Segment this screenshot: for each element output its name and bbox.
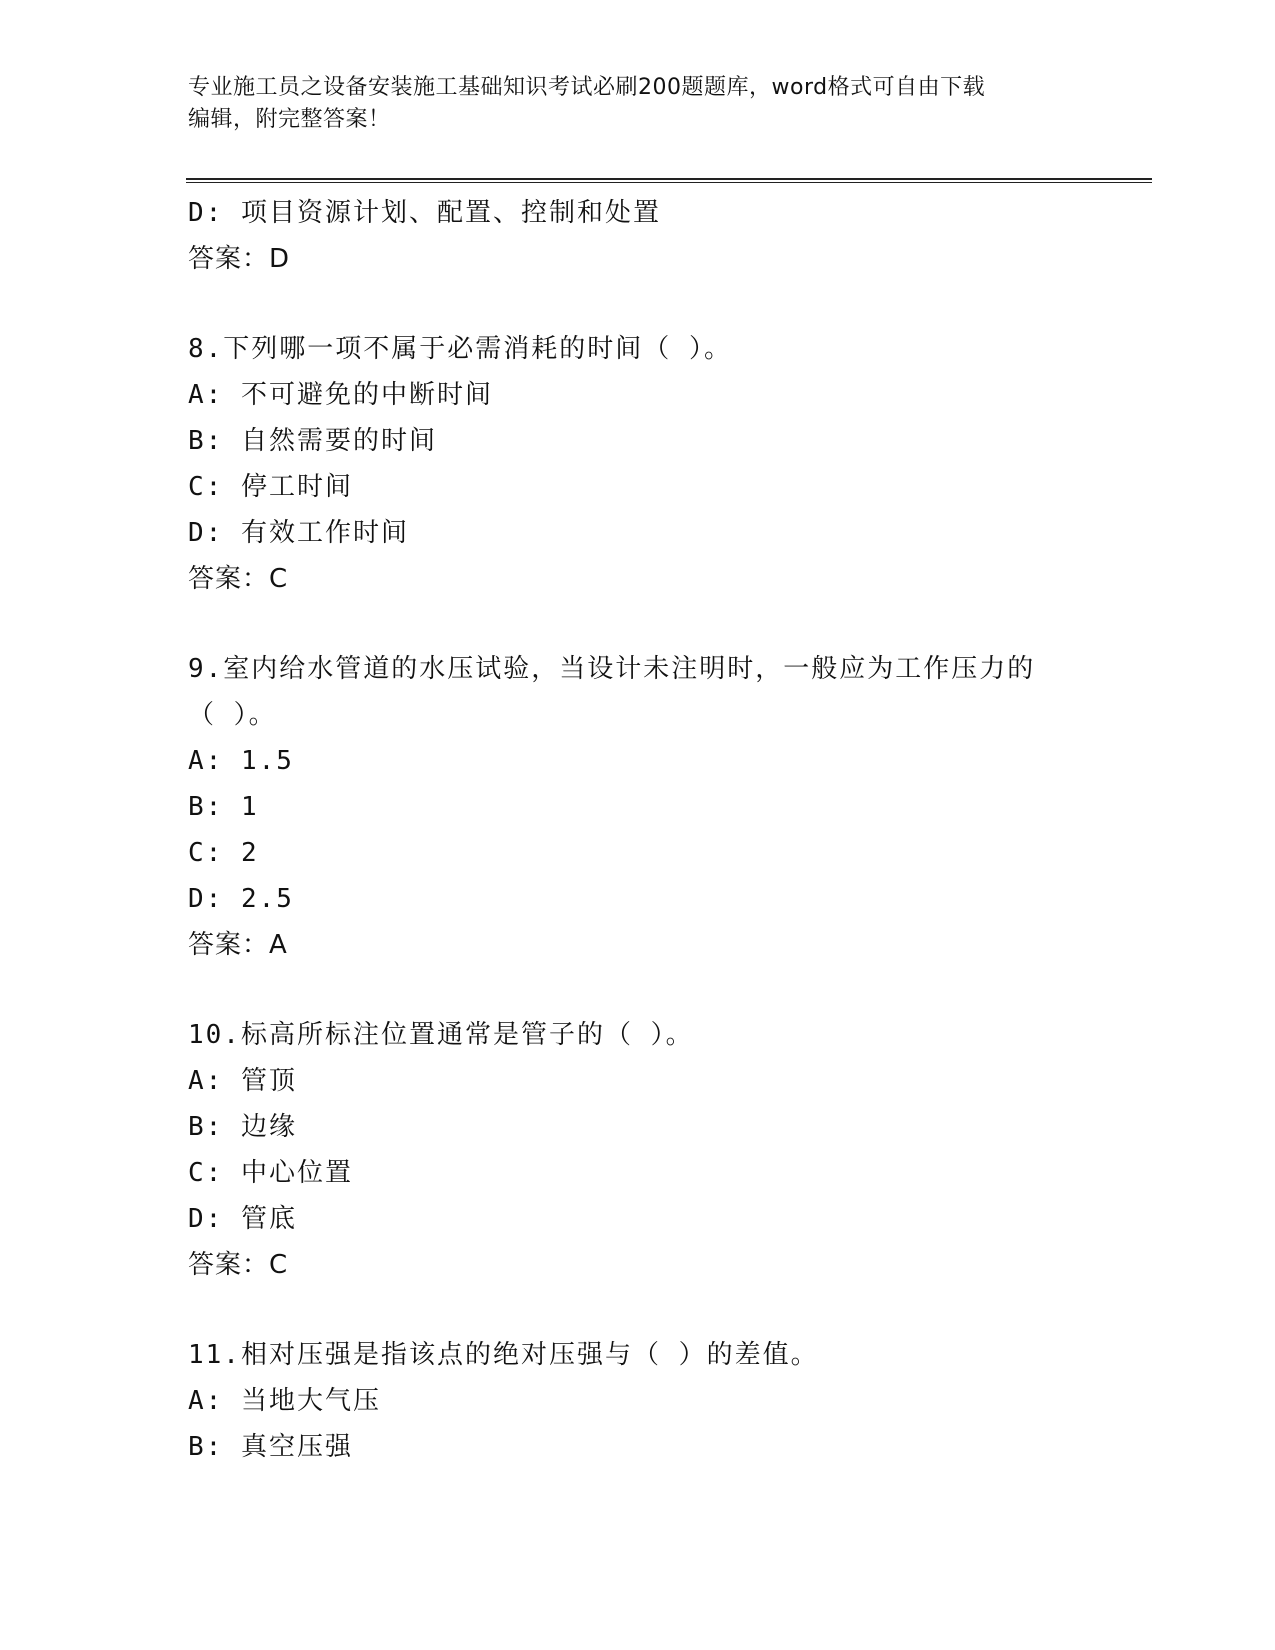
option-b: B: 自然需要的时间	[188, 426, 437, 456]
question-11	[188, 1332, 1088, 1470]
header-line-2: 编辑，附完整答案！	[188, 107, 391, 132]
spacer	[188, 1288, 1088, 1332]
answer: 答案：C	[188, 564, 289, 594]
option-b: B: 真空压强	[188, 1432, 353, 1462]
question-8	[188, 326, 1088, 602]
spacer	[188, 602, 1088, 646]
header-divider	[186, 178, 1152, 183]
question-text: 8.下列哪一项不属于必需消耗的时间（ ）。	[188, 334, 732, 364]
option-b: B: 边缘	[188, 1112, 297, 1142]
answer: 答案：C	[188, 1250, 289, 1280]
question-9	[188, 646, 1088, 968]
option-c: C: 中心位置	[188, 1158, 353, 1188]
option-d: D: 项目资源计划、配置、控制和处置	[188, 198, 661, 228]
question-text: 11.相对压强是指该点的绝对压强与（ ）的差值。	[188, 1340, 819, 1370]
question-list	[188, 190, 1088, 1470]
spacer	[188, 282, 1088, 326]
option-d: D: 管底	[188, 1204, 297, 1234]
answer: 答案：A	[188, 930, 288, 960]
option-b: B: 1	[188, 792, 259, 822]
header-line-1: 专业施工员之设备安装施工基础知识考试必刷200题题库，word格式可自由下载	[188, 75, 986, 100]
option-c: C: 停工时间	[188, 472, 353, 502]
option-a: A: 不可避免的中断时间	[188, 380, 493, 410]
question-10	[188, 1012, 1088, 1288]
option-d: D: 有效工作时间	[188, 518, 409, 548]
option-a: A: 管顶	[188, 1066, 297, 1096]
question-text-line-2: （ ）。	[188, 700, 277, 730]
spacer	[188, 968, 1088, 1012]
question-7-tail	[188, 190, 1088, 282]
question-text: 10.标高所标注位置通常是管子的（ ）。	[188, 1020, 694, 1050]
document-header	[188, 72, 1088, 136]
question-text-line-1: 9.室内给水管道的水压试验，当设计未注明时，一般应为工作压力的	[188, 654, 1036, 684]
option-c: C: 2	[188, 838, 259, 868]
answer: 答案：D	[188, 244, 291, 274]
option-a: A: 1.5	[188, 746, 294, 776]
option-d: D: 2.5	[188, 884, 294, 914]
option-a: A: 当地大气压	[188, 1386, 381, 1416]
